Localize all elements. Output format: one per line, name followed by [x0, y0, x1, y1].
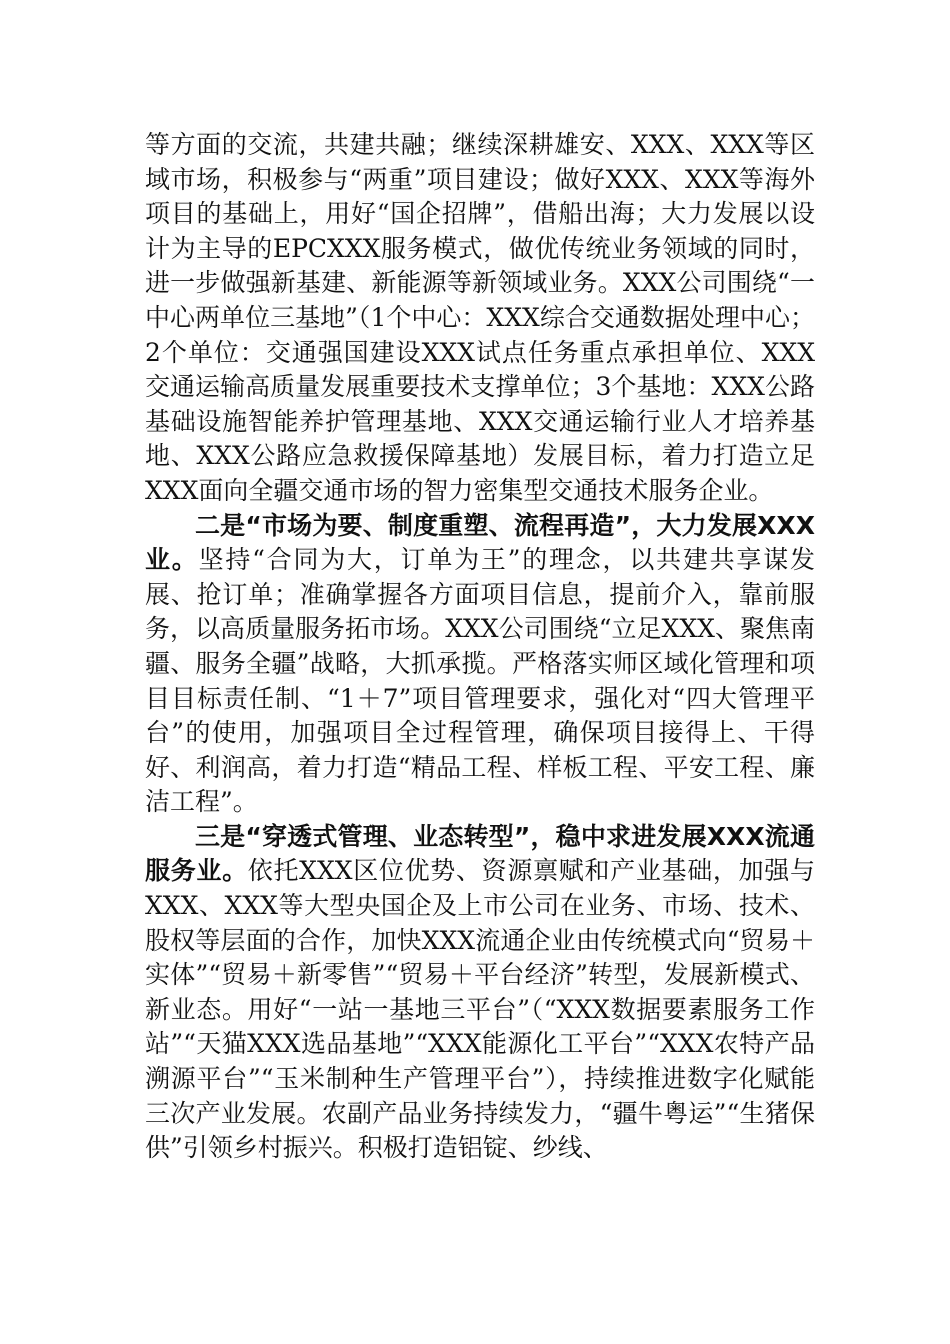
paragraph-circulation-services — [145, 820, 815, 1166]
document-body — [145, 128, 815, 1166]
paragraph-continued: 等方面的交流，共建共融；继续深耕雄安、XXX、XXX等区域市场，积极参与“两重”项目建设；做好XXX、XXX等海外项目的基础上，用好“国企招牌”，借船出海；大力发展以设计为主导的EPCXXX服务模式，做优传统业务领域的同时，进一步做强新基建、新能源等新领域业务。XXX公司围绕“一中心两单位三基地”（1个中心：XXX综合交通数据处理中心；2个单位：交通强国建设XXX试点任务重点承担单位、XXX交通运输高质量发展重要技术支撑单位；3个基地：XXX公路基础设施智能养护管理基地、XXX交通运输行业人才培养基地、XXX公路应急救援保障基地）发展目标，着力打造立足XXX面向全疆交通市场的智力密集型交通技术服务企业。 — [145, 130, 815, 505]
paragraph-market-development — [145, 509, 815, 820]
paragraph-body-market: 坚持“合同为大，订单为王”的理念，以共建共享谋发展、抢订单；准确掌握各方面项目信息，提前介入，靠前服务，以高质量服务拓市场。XXX公司围绕“立足XXX、聚焦南疆、服务全疆”战略，大抓承揽。严格落实师区域化管理和项目目标责任制、“1＋7”项目管理要求，强化对“四大管理平台”的使用，加强项目全过程管理，确保项目接得上、干得好、利润高，着力打造“精品工程、样板工程、平安工程、廉洁工程”。 — [145, 545, 815, 817]
paragraph-heading-circulation: 三是“穿透式管理、业态转型”，稳中求进发展XXX流通服务业。 — [145, 821, 815, 886]
paragraph-heading-market: 二是“市场为要、制度重塑、流程再造”，大力发展XXX业。 — [145, 510, 815, 575]
paragraph-body-circulation: 依托XXX区位优势、资源禀赋和产业基础，加强与XXX、XXX等大型央国企及上市公司在业务、市场、技术、股权等层面的合作，加快XXX流通企业由传统模式向“贸易＋实体”“贸易＋新零售”“贸易＋平台经济”转型，发展新模式、新业态。用好“一站一基地三平台”（“XXX数据要素服务工作站”“天猫XXX选品基地”“XXX能源化工平台”“XXX农特产品溯源平台”“玉米制种生产管理平台”），持续推进数字化赋能三次产业发展。农副产品业务持续发力，“疆牛粤运”“生猪保供”引领乡村振兴。积极打造铝锭、纱线、 — [145, 856, 815, 1163]
